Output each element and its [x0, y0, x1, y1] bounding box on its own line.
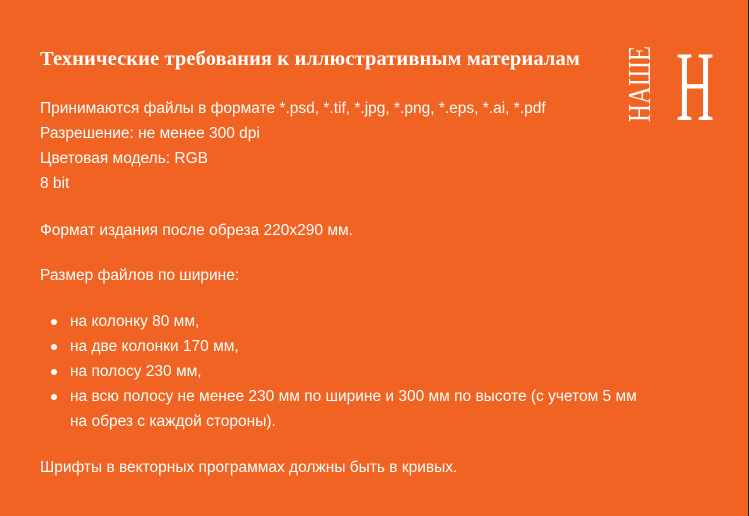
list-item-text: на две колонки 170 мм, — [70, 338, 239, 355]
logo-text: НАШЕ — [621, 23, 657, 122]
list-item-text: на полосу 230 мм, — [70, 363, 202, 380]
list-item-text-continued: на обрез с каждой стороны). — [70, 413, 276, 430]
list-item — [40, 384, 637, 434]
width-list — [40, 309, 637, 434]
page-title: Технические требования к иллюстративным материалам — [40, 48, 580, 70]
list-item-text: на колонку 80 мм, — [70, 313, 200, 330]
spec-resolution: Разрешение: не менее 300 dpi — [40, 125, 260, 142]
spec-color-model: Цветовая модель: RGB — [40, 150, 208, 167]
logo-letter: Н — [676, 31, 714, 142]
list-item-text: на всю полосу не менее 230 мм по ширине и 300 мм по высоте (с учетом 5 мм — [70, 388, 637, 405]
fonts-text: Шрифты в векторных программах должны быть в кривых. — [40, 459, 458, 476]
file-specs — [40, 96, 720, 196]
bullet-icon — [51, 344, 57, 350]
spec-formats: Принимаются файлы в формате *.psd, *.tif, *.jpg, *.png, *.eps, *.ai, *.pdf — [40, 100, 546, 117]
bullet-icon — [51, 369, 57, 375]
bullet-icon — [51, 394, 57, 400]
bullet-icon — [51, 319, 57, 325]
width-heading: Размер файлов по ширине: — [40, 267, 240, 284]
list-item — [40, 359, 637, 384]
spec-bit-depth: 8 bit — [40, 175, 70, 192]
list-item — [40, 309, 637, 334]
format-text: Формат издания после обреза 220х290 мм. — [40, 222, 353, 239]
list-item — [40, 334, 637, 359]
